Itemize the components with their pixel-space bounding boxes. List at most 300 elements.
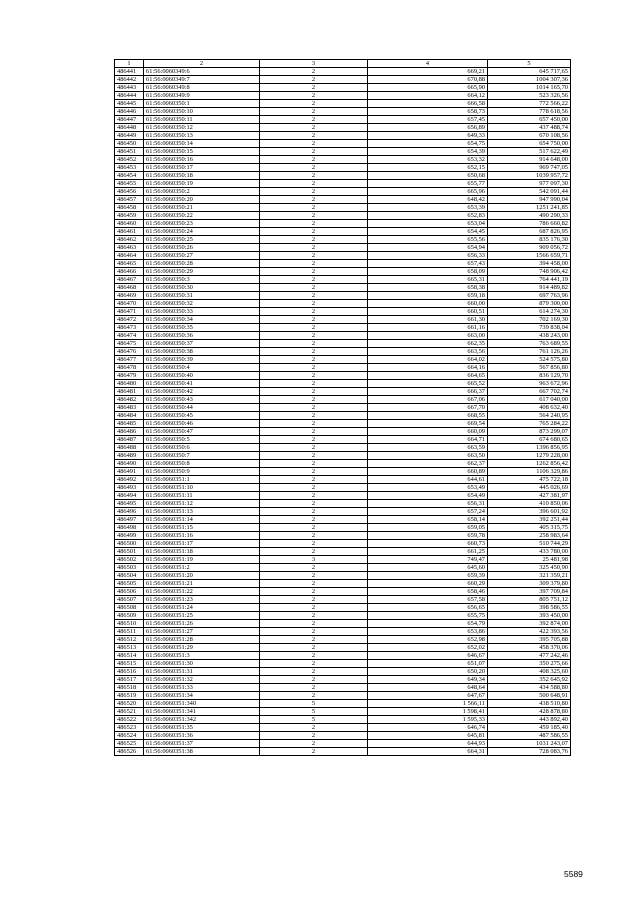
area-cell: 658,09 [368,268,488,276]
row-number-cell: 486457 [115,196,144,204]
cadastral-number-cell: 61:56:0060351:13 [144,508,260,516]
row-number-cell: 486488 [115,444,144,452]
area-cell: 655,75 [368,612,488,620]
table-row [115,548,571,556]
value-cell: 786 660,82 [488,220,571,228]
row-number-cell: 486486 [115,428,144,436]
area-cell: 659,05 [368,524,488,532]
area-cell: 655,77 [368,180,488,188]
row-number-cell: 486506 [115,588,144,596]
category-cell: 2 [260,724,368,732]
table-row [115,492,571,500]
value-cell: 1031 243,07 [488,740,571,748]
area-cell: 646,67 [368,652,488,660]
row-number-cell: 486477 [115,356,144,364]
value-cell: 393 450,00 [488,612,571,620]
category-cell: 2 [260,196,368,204]
row-number-cell: 486448 [115,124,144,132]
value-cell: 523 326,56 [488,92,571,100]
table-row [115,380,571,388]
table-row [115,612,571,620]
value-cell: 321 359,21 [488,572,571,580]
row-number-cell: 486513 [115,644,144,652]
table-row [115,180,571,188]
table-row [115,468,571,476]
row-number-cell: 486517 [115,676,144,684]
area-cell: 660,73 [368,540,488,548]
row-number-cell: 486455 [115,180,144,188]
table-row [115,636,571,644]
area-cell: 653,32 [368,156,488,164]
row-number-cell: 486512 [115,636,144,644]
category-cell: 2 [260,212,368,220]
category-cell: 2 [260,516,368,524]
cadastral-number-cell: 61:56:0060351:340 [144,700,260,708]
category-cell: 2 [260,292,368,300]
column-header: 4 [368,60,488,68]
area-cell: 654,45 [368,228,488,236]
table-row [115,292,571,300]
cadastral-number-cell: 61:56:0060351:31 [144,668,260,676]
value-cell: 761 126,26 [488,348,571,356]
row-number-cell: 486500 [115,540,144,548]
table-row [115,604,571,612]
cadastral-number-cell: 61:56:0060350:23 [144,220,260,228]
category-cell: 2 [260,748,368,756]
value-cell: 836 129,70 [488,372,571,380]
row-number-cell: 486519 [115,692,144,700]
cadastral-number-cell: 61:56:0060351:38 [144,748,260,756]
area-cell: 655,56 [368,236,488,244]
row-number-cell: 486474 [115,332,144,340]
row-number-cell: 486467 [115,276,144,284]
area-cell: 649,34 [368,676,488,684]
area-cell: 656,31 [368,500,488,508]
table-row [115,564,571,572]
value-cell: 914 489,82 [488,284,571,292]
area-cell: 662,35 [368,340,488,348]
cadastral-number-cell: 61:56:0060350:47 [144,428,260,436]
value-cell: 835 176,30 [488,236,571,244]
value-cell: 408 325,60 [488,668,571,676]
area-cell: 660,29 [368,580,488,588]
value-cell: 422 393,56 [488,628,571,636]
row-number-cell: 486469 [115,292,144,300]
area-cell: 654,75 [368,140,488,148]
cadastral-number-cell: 61:56:0060351:29 [144,644,260,652]
value-cell: 674 680,65 [488,436,571,444]
area-cell: 658,46 [368,588,488,596]
row-number-cell: 486505 [115,580,144,588]
cadastral-number-cell: 61:56:0060350:25 [144,236,260,244]
value-cell: 778 618,56 [488,108,571,116]
value-cell: 909 056,72 [488,244,571,252]
cadastral-number-cell: 61:56:0060350:38 [144,348,260,356]
value-cell: 458 370,06 [488,644,571,652]
category-cell: 2 [260,260,368,268]
cadastral-number-cell: 61:56:0060350:10 [144,108,260,116]
value-cell: 963 672,96 [488,380,571,388]
row-number-cell: 486454 [115,172,144,180]
table-row [115,420,571,428]
row-number-cell: 486516 [115,668,144,676]
category-cell: 2 [260,692,368,700]
cadastral-number-cell: 61:56:0060350:37 [144,340,260,348]
row-number-cell: 486509 [115,612,144,620]
category-cell: 2 [260,180,368,188]
category-cell: 2 [260,132,368,140]
area-cell: 663,50 [368,452,488,460]
category-cell: 2 [260,388,368,396]
cadastral-number-cell: 61:56:0060351:36 [144,732,260,740]
area-cell: 660,09 [368,428,488,436]
cadastral-number-cell: 61:56:0060350:17 [144,164,260,172]
area-cell: 663,59 [368,444,488,452]
value-cell: 969 747,05 [488,164,571,172]
category-cell: 2 [260,140,368,148]
table-row [115,252,571,260]
category-cell: 2 [260,740,368,748]
cadastral-number-cell: 61:56:0060350:11 [144,116,260,124]
category-cell: 2 [260,540,368,548]
table-row [115,196,571,204]
table-row [115,356,571,364]
value-cell: 873 299,07 [488,428,571,436]
category-cell: 2 [260,436,368,444]
cadastral-number-cell: 61:56:0060351:28 [144,636,260,644]
value-cell: 614 274,30 [488,308,571,316]
area-cell: 654,79 [368,620,488,628]
value-cell: 394 458,00 [488,260,571,268]
area-cell: 661,25 [368,548,488,556]
area-cell: 654,94 [368,244,488,252]
category-cell: 2 [260,684,368,692]
row-number-cell: 486511 [115,628,144,636]
area-cell: 666,37 [368,388,488,396]
row-number-cell: 486492 [115,476,144,484]
row-number-cell: 486452 [115,156,144,164]
row-number-cell: 486495 [115,500,144,508]
table-row [115,708,571,716]
category-cell: 2 [260,652,368,660]
row-number-cell: 486482 [115,396,144,404]
table-row [115,172,571,180]
value-cell: 728 083,76 [488,748,571,756]
category-cell: 2 [260,660,368,668]
row-number-cell: 486510 [115,620,144,628]
cadastral-number-cell: 61:56:0060350:31 [144,292,260,300]
value-cell: 687 826,95 [488,228,571,236]
category-cell: 2 [260,356,368,364]
cadastral-number-cell: 61:56:0060350:30 [144,284,260,292]
cadastral-number-cell: 61:56:0060350:21 [144,204,260,212]
value-cell: 542 091,44 [488,188,571,196]
category-cell: 2 [260,364,368,372]
value-cell: 25 481,98 [488,556,571,564]
value-cell: 438 243,00 [488,332,571,340]
cadastral-number-cell: 61:56:0060351:16 [144,532,260,540]
table-row [115,300,571,308]
cadastral-number-cell: 61:56:0060351:26 [144,620,260,628]
category-cell: 2 [260,100,368,108]
cadastral-number-cell: 61:56:0060350:22 [144,212,260,220]
cadastral-number-cell: 61:56:0060350:14 [144,140,260,148]
row-number-cell: 486507 [115,596,144,604]
category-cell: 2 [260,252,368,260]
cadastral-number-cell: 61:56:0060350:26 [144,244,260,252]
table-row [115,508,571,516]
area-cell: 650,20 [368,668,488,676]
area-cell: 653,49 [368,484,488,492]
cadastral-number-cell: 61:56:0060350:3 [144,276,260,284]
category-cell: 2 [260,404,368,412]
row-number-cell: 486524 [115,732,144,740]
row-number-cell: 486508 [115,604,144,612]
category-cell: 2 [260,116,368,124]
table-header-row [115,60,571,68]
category-cell: 2 [260,452,368,460]
category-cell: 2 [260,340,368,348]
cadastral-number-cell: 61:56:0060351:37 [144,740,260,748]
cadastral-number-cell: 61:56:0060351:30 [144,660,260,668]
table-row [115,220,571,228]
category-cell: 2 [260,108,368,116]
cadastral-number-cell: 61:56:0060351:3 [144,652,260,660]
value-cell: 764 441,19 [488,276,571,284]
table-row [115,668,571,676]
row-number-cell: 486463 [115,244,144,252]
value-cell: 428 878,80 [488,708,571,716]
column-header: 2 [144,60,260,68]
cadastral-number-cell: 61:56:0060351:22 [144,588,260,596]
category-cell: 2 [260,172,368,180]
cadastral-number-cell: 61:56:0060350:40 [144,372,260,380]
category-cell: 2 [260,604,368,612]
area-cell: 666,58 [368,100,488,108]
row-number-cell: 486487 [115,436,144,444]
category-cell: 2 [260,628,368,636]
category-cell: 2 [260,476,368,484]
table-row [115,76,571,84]
row-number-cell: 486504 [115,572,144,580]
row-number-cell: 486515 [115,660,144,668]
cadastral-number-cell: 61:56:0060351:2 [144,564,260,572]
cadastral-number-cell: 61:56:0060351:21 [144,580,260,588]
area-cell: 658,14 [368,516,488,524]
area-cell: 665,31 [368,276,488,284]
cadastral-number-cell: 61:56:0060350:34 [144,316,260,324]
table-row [115,228,571,236]
category-cell: 2 [260,276,368,284]
table-row [115,676,571,684]
category-cell: 2 [260,92,368,100]
value-cell: 437 488,74 [488,124,571,132]
cadastral-number-cell: 61:56:0060350:18 [144,172,260,180]
table-row [115,84,571,92]
value-cell: 977 097,30 [488,180,571,188]
row-number-cell: 486491 [115,468,144,476]
cadastral-number-cell: 61:56:0060350:16 [144,156,260,164]
category-cell: 2 [260,548,368,556]
area-cell: 1 566,11 [368,700,488,708]
category-cell: 2 [260,572,368,580]
category-cell: 2 [260,284,368,292]
row-number-cell: 486468 [115,284,144,292]
row-number-cell: 486494 [115,492,144,500]
cadastral-number-cell: 61:56:0060350:42 [144,388,260,396]
value-cell: 309 379,80 [488,580,571,588]
table-row [115,68,571,76]
category-cell: 2 [260,428,368,436]
category-cell: 2 [260,484,368,492]
cadastral-number-cell: 61:56:0060350:28 [144,260,260,268]
value-cell: 697 763,96 [488,292,571,300]
row-number-cell: 486461 [115,228,144,236]
table-row [115,444,571,452]
row-number-cell: 486456 [115,188,144,196]
table-row [115,92,571,100]
area-cell: 644,61 [368,476,488,484]
area-cell: 667,70 [368,404,488,412]
value-cell: 434 588,80 [488,684,571,692]
area-cell: 652,02 [368,644,488,652]
area-cell: 646,74 [368,724,488,732]
value-cell: 879 300,00 [488,300,571,308]
row-number-cell: 486447 [115,116,144,124]
area-cell: 1 598,41 [368,708,488,716]
table-row [115,596,571,604]
category-cell: 2 [260,644,368,652]
value-cell: 510 744,29 [488,540,571,548]
value-cell: 763 689,55 [488,340,571,348]
table-row [115,524,571,532]
category-cell: 2 [260,612,368,620]
value-cell: 1566 659,71 [488,252,571,260]
category-cell: 2 [260,84,368,92]
row-number-cell: 486471 [115,308,144,316]
category-cell: 2 [260,204,368,212]
area-cell: 659,78 [368,532,488,540]
row-number-cell: 486525 [115,740,144,748]
cadastral-number-cell: 61:56:0060351:35 [144,724,260,732]
cadastral-number-cell: 61:56:0060350:5 [144,436,260,444]
category-cell: 2 [260,468,368,476]
area-cell: 670,88 [368,76,488,84]
value-cell: 667 702,74 [488,388,571,396]
category-cell: 2 [260,532,368,540]
area-cell: 653,04 [368,220,488,228]
value-cell: 325 450,90 [488,564,571,572]
value-cell: 702 169,30 [488,316,571,324]
area-cell: 656,33 [368,252,488,260]
row-number-cell: 486523 [115,724,144,732]
cadastral-number-cell: 61:56:0060351:27 [144,628,260,636]
table-row [115,412,571,420]
area-cell: 1 595,33 [368,716,488,724]
cadastral-number-cell: 61:56:0060351:23 [144,596,260,604]
row-number-cell: 486518 [115,684,144,692]
cadastral-number-cell: 61:56:0060350:1 [144,100,260,108]
table-row [115,684,571,692]
category-cell: 2 [260,564,368,572]
row-number-cell: 486470 [115,300,144,308]
category-cell: 5 [260,700,368,708]
area-cell: 665,52 [368,380,488,388]
area-cell: 664,02 [368,356,488,364]
cadastral-number-cell: 61:56:0060350:15 [144,148,260,156]
cadastral-number-cell: 61:56:0060350:2 [144,188,260,196]
category-cell: 2 [260,588,368,596]
cadastral-number-cell: 61:56:0060351:19 [144,556,260,564]
value-cell: 438 510,80 [488,700,571,708]
category-cell: 2 [260,380,368,388]
cadastral-number-cell: 61:56:0060350:19 [144,180,260,188]
category-cell: 2 [260,156,368,164]
table-row [115,276,571,284]
value-cell: 947 990,04 [488,196,571,204]
cadastral-number-cell: 61:56:0060350:20 [144,196,260,204]
table-row [115,188,571,196]
row-number-cell: 486490 [115,460,144,468]
value-cell: 1396 856,95 [488,444,571,452]
value-cell: 398 586,55 [488,604,571,612]
area-cell: 644,93 [368,740,488,748]
cadastral-number-cell: 61:56:0060350:29 [144,268,260,276]
row-number-cell: 486476 [115,348,144,356]
area-cell: 657,43 [368,260,488,268]
category-cell: 2 [260,324,368,332]
area-cell: 659,39 [368,572,488,580]
value-cell: 1279 228,00 [488,452,571,460]
area-cell: 657,24 [368,508,488,516]
area-cell: 664,12 [368,92,488,100]
area-cell: 656,89 [368,124,488,132]
value-cell: 1262 856,42 [488,460,571,468]
value-cell: 395 705,88 [488,636,571,644]
value-cell: 433 780,00 [488,548,571,556]
table-row [115,724,571,732]
table-row [115,260,571,268]
value-cell: 617 040,00 [488,396,571,404]
value-cell: 397 709,84 [488,588,571,596]
table-row [115,244,571,252]
cadastral-number-cell: 61:56:0060351:20 [144,572,260,580]
row-number-cell: 486522 [115,716,144,724]
cadastral-number-cell: 61:56:0060350:44 [144,404,260,412]
value-cell: 772 566,22 [488,100,571,108]
table-row [115,140,571,148]
category-cell: 2 [260,164,368,172]
cadastral-number-cell: 61:56:0060350:45 [144,412,260,420]
category-cell: 2 [260,236,368,244]
cadastral-number-cell: 61:56:0060351:10 [144,484,260,492]
cadastral-number-cell: 61:56:0060351:32 [144,676,260,684]
cadastral-number-cell: 61:56:0060350:7 [144,452,260,460]
row-number-cell: 486480 [115,380,144,388]
area-cell: 650,68 [368,172,488,180]
area-cell: 660,00 [368,300,488,308]
category-cell: 2 [260,620,368,628]
category-cell: 2 [260,596,368,604]
row-number-cell: 486481 [115,388,144,396]
table-row [115,212,571,220]
row-number-cell: 486453 [115,164,144,172]
area-cell: 648,64 [368,684,488,692]
table-row [115,124,571,132]
table-row [115,108,571,116]
cadastral-number-cell: 61:56:0060351:33 [144,684,260,692]
value-cell: 654 750,00 [488,140,571,148]
